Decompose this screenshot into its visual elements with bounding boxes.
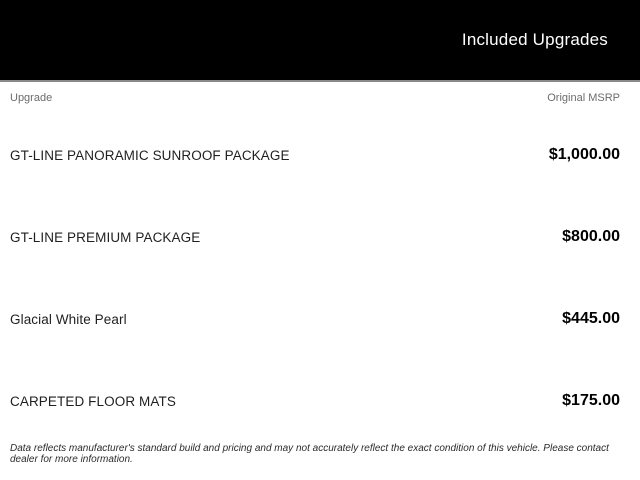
table-row: [10, 196, 620, 278]
disclaimer-text: Data reflects manufacturer's standard build and pricing and may not accurately reflect the exact condition of this vehicle. Please contact dealer for more information.: [10, 443, 609, 465]
upgrade-name: Glacial White Pearl: [10, 311, 127, 327]
upgrade-name: GT-LINE PREMIUM PACKAGE: [10, 229, 201, 245]
upgrade-name: GT-LINE PANORAMIC SUNROOF PACKAGE: [10, 147, 290, 163]
table-header-row: [10, 82, 620, 114]
upgrade-msrp: $1,000.00: [548, 146, 620, 163]
panel-header: [0, 0, 640, 82]
table-body: [10, 114, 620, 442]
table-row: [10, 114, 620, 196]
upgrade-msrp: $175.00: [562, 392, 620, 409]
panel-title: Included Upgrades: [461, 30, 608, 49]
upgrades-table: [0, 82, 640, 442]
column-header-upgrade: Upgrade: [10, 92, 53, 104]
upgrade-name: CARPETED FLOOR MATS: [10, 393, 176, 409]
upgrade-msrp: $445.00: [562, 310, 620, 327]
table-row: [10, 360, 620, 442]
table-row: [10, 278, 620, 360]
column-header-msrp: Original MSRP: [547, 92, 620, 104]
upgrade-msrp: $800.00: [562, 228, 620, 245]
